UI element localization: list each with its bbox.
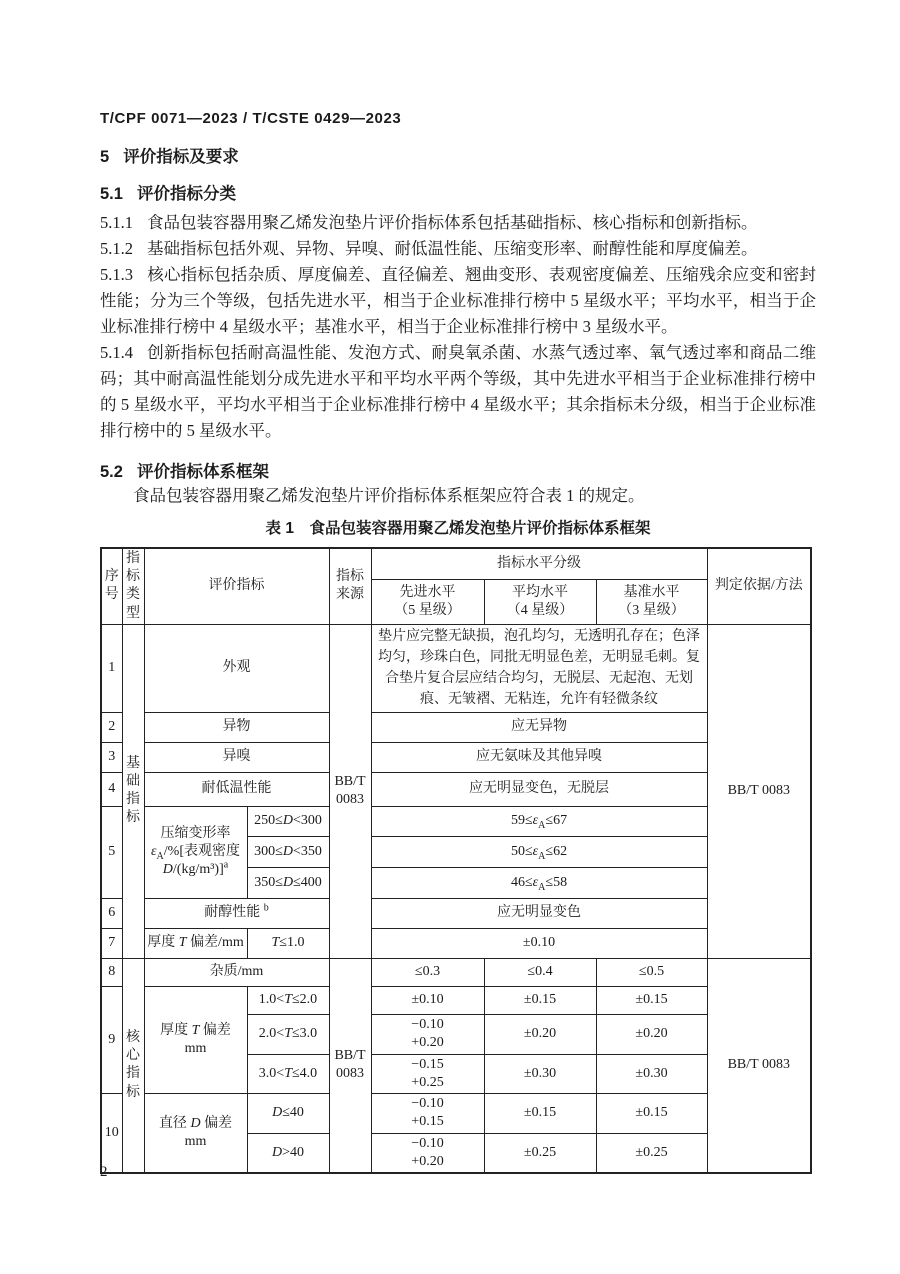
- header-judge: 判定依据/方法: [707, 548, 811, 624]
- cell-seq-1: 1: [101, 624, 122, 712]
- cell-diameter-2-baseline: ±0.25: [596, 1133, 707, 1173]
- section-5-title: 评价指标及要求: [123, 148, 239, 166]
- table-row-5-sub-1: [101, 806, 811, 836]
- cell-diameter-1-average: ±0.15: [484, 1094, 596, 1133]
- cell-seq-4: 4: [101, 772, 122, 806]
- cell-diameter-2-average: ±0.25: [484, 1133, 596, 1173]
- cell-name-appearance: 外观: [144, 624, 329, 712]
- section-5-number: 5: [100, 148, 110, 166]
- cell-cond-density-3: 350≤D≤400: [247, 867, 329, 898]
- cell-source-core: BB/T 0083: [329, 958, 371, 1173]
- header-type: 指标类型: [122, 548, 144, 624]
- section-5-1-number: 5.1: [100, 185, 123, 203]
- cell-type-basic: 基础指标: [122, 624, 144, 958]
- cell-name-odor: 异嗅: [144, 742, 329, 772]
- cell-seq-8: 8: [101, 958, 122, 986]
- cell-name-diameter: 直径 D 偏差 mm: [144, 1094, 247, 1173]
- cell-name-impurity: 杂质/mm: [144, 958, 329, 986]
- clause-5-1-1: [100, 210, 816, 236]
- cell-seq-5: 5: [101, 806, 122, 898]
- cell-cond-density-1: 250≤D<300: [247, 806, 329, 836]
- cell-cond-thickness-3: 3.0<T≤4.0: [247, 1054, 329, 1093]
- cell-thickness-2-baseline: ±0.20: [596, 1014, 707, 1054]
- cell-req-compression-2: $50\le\varepsilon_A\le 62$: [371, 836, 707, 867]
- clause-number: 5.1.3: [100, 265, 133, 284]
- cell-judge-basic: BB/T 0083: [707, 624, 811, 958]
- section-5-2-title: 评价指标体系框架: [136, 463, 269, 481]
- cell-thickness-3-average: ±0.30: [484, 1054, 596, 1093]
- standard-number-header: T/CPF 0071—2023 / T/CSTE 0429—2023: [100, 110, 402, 127]
- table-row-7: [101, 928, 811, 958]
- table-row-1: [101, 624, 811, 712]
- cell-diameter-2-advanced: −0.10 +0.20: [371, 1133, 484, 1173]
- clause-text: 核心指标包括杂质、厚度偏差、直径偏差、翘曲变形、表观密度偏差、压缩残余应变和密封性能；分为三个等级，包括先进水平，相当于企业标准排行榜中 5 星级水平；平均水平，相当于企业标准排行榜中 4 星级水平；基准水平，相当于企业标准排行榜中 3 星级水平。: [100, 265, 816, 336]
- cell-thickness-1-advanced: ±0.10: [371, 986, 484, 1014]
- cell-req-alcohol: 应无明显变色: [371, 898, 707, 928]
- cell-name-thickness-core: 厚度 T 偏差 mm: [144, 986, 247, 1093]
- page-content: [100, 0, 816, 1174]
- table-caption: 表 1 食品包装容器用聚乙烯发泡垫片评价指标体系框架: [265, 520, 651, 537]
- header-source: 指标来源: [329, 548, 371, 624]
- table-row-10-sub-1: [101, 1094, 811, 1133]
- cell-name-compression: 压缩变形率 $\varepsilon_A/\%$[表观密度 D/(kg/m³)]$^a$: [144, 806, 247, 898]
- header-level-advanced: 先进水平 （5 星级）: [371, 580, 484, 624]
- cell-cond-thickness-basic: T≤1.0: [247, 928, 329, 958]
- cell-name-alcohol: 耐醇性能 $^b$: [144, 898, 329, 928]
- cell-impurity-advanced: ≤0.3: [371, 958, 484, 986]
- clause-text: 创新指标包括耐高温性能、发泡方式、耐臭氧杀菌、水蒸气透过率、氧气透过率和商品二维码；其中耐高温性能划分成先进水平和平均水平两个等级，其中先进水平相当于企业标准排行榜中的 5 星级水平，平均水平相当于企业标准排行榜中 4 星级水平；其余指标未分级，相当于企业标准排行榜中的 5 星级水平。: [100, 343, 816, 440]
- section-5-2-number: 5.2: [100, 463, 123, 481]
- cell-thickness-3-baseline: ±0.30: [596, 1054, 707, 1093]
- clause-5-1-4: [100, 340, 816, 444]
- cell-req-appearance: 垫片应完整无缺损，泡孔均匀，无透明孔存在；色泽均匀，珍珠白色，同批无明显色差，无明显毛刺。复合垫片复合层应结合均匀，无脱层、无起泡、无划痕、无皱褶、无粘连，允许有轻微条纹: [371, 624, 707, 712]
- clause-5-1-3: [100, 262, 816, 340]
- cell-diameter-1-baseline: ±0.15: [596, 1094, 707, 1133]
- section-5-heading: [100, 148, 816, 166]
- cell-cond-diameter-2: D>40: [247, 1133, 329, 1173]
- cell-seq-9: 9: [101, 986, 122, 1093]
- cell-cond-thickness-2: 2.0<T≤3.0: [247, 1014, 329, 1054]
- header-seq: 序号: [101, 548, 122, 624]
- table-row-3: [101, 742, 811, 772]
- cell-thickness-1-average: ±0.15: [484, 986, 596, 1014]
- clause-number: 5.1.1: [100, 213, 133, 232]
- cell-diameter-1-advanced: −0.10 +0.15: [371, 1094, 484, 1133]
- page-number: 2: [100, 1164, 108, 1180]
- header-levels: 指标水平分级: [371, 548, 707, 580]
- clause-5-2-body: 食品包装容器用聚乙烯发泡垫片评价指标体系框架应符合表 1 的规定。: [133, 486, 645, 505]
- cell-req-compression-1: $59\le\varepsilon_A\le 67$: [371, 806, 707, 836]
- header-level-baseline: 基准水平 （3 星级）: [596, 580, 707, 624]
- cell-cond-thickness-1: 1.0<T≤2.0: [247, 986, 329, 1014]
- cell-name-low-temp: 耐低温性能: [144, 772, 329, 806]
- cell-source-basic: BB/T 0083: [329, 624, 371, 958]
- cell-seq-6: 6: [101, 898, 122, 928]
- header-indicator: 评价指标: [144, 548, 329, 624]
- section-5-2-heading: [100, 463, 816, 481]
- cell-impurity-baseline: ≤0.5: [596, 958, 707, 986]
- indicator-framework-table: [100, 547, 812, 1174]
- clause-text: 食品包装容器用聚乙烯发泡垫片评价指标体系包括基础指标、核心指标和创新指标。: [147, 213, 758, 232]
- clause-number: 5.1.4: [100, 343, 133, 362]
- table-row-8: [101, 958, 811, 986]
- clause-number: 5.1.2: [100, 239, 133, 258]
- clause-5-1-2: [100, 236, 816, 262]
- cell-cond-diameter-1: D≤40: [247, 1094, 329, 1133]
- cell-seq-7: 7: [101, 928, 122, 958]
- cell-thickness-2-advanced: −0.10 +0.20: [371, 1014, 484, 1054]
- cell-type-core: 核心指标: [122, 958, 144, 1173]
- cell-req-odor: 应无氨味及其他异嗅: [371, 742, 707, 772]
- table-row-2: [101, 712, 811, 742]
- cell-impurity-average: ≤0.4: [484, 958, 596, 986]
- table-row-4: [101, 772, 811, 806]
- cell-judge-core: BB/T 0083: [707, 958, 811, 1173]
- header-level-average: 平均水平 （4 星级）: [484, 580, 596, 624]
- cell-seq-10: 10: [101, 1094, 122, 1173]
- cell-req-foreign-matter: 应无异物: [371, 712, 707, 742]
- cell-thickness-1-baseline: ±0.15: [596, 986, 707, 1014]
- clause-text: 基础指标包括外观、异物、异嗅、耐低温性能、压缩变形率、耐醇性能和厚度偏差。: [147, 239, 758, 258]
- cell-seq-2: 2: [101, 712, 122, 742]
- cell-name-thickness-basic: 厚度 T 偏差/mm: [144, 928, 247, 958]
- cell-cond-density-2: 300≤D<350: [247, 836, 329, 867]
- cell-name-foreign-matter: 异物: [144, 712, 329, 742]
- cell-req-thickness-basic: ±0.10: [371, 928, 707, 958]
- table-header-row-1: [101, 548, 811, 580]
- section-5-1-heading: [100, 185, 816, 203]
- table-row-6: [101, 898, 811, 928]
- cell-thickness-3-advanced: −0.15 +0.25: [371, 1054, 484, 1093]
- cell-req-compression-3: $46\le\varepsilon_A\le 58$: [371, 867, 707, 898]
- table-row-9-sub-1: [101, 986, 811, 1014]
- cell-thickness-2-average: ±0.20: [484, 1014, 596, 1054]
- cell-seq-3: 3: [101, 742, 122, 772]
- cell-req-low-temp: 应无明显变色，无脱层: [371, 772, 707, 806]
- section-5-1-title: 评价指标分类: [136, 185, 236, 203]
